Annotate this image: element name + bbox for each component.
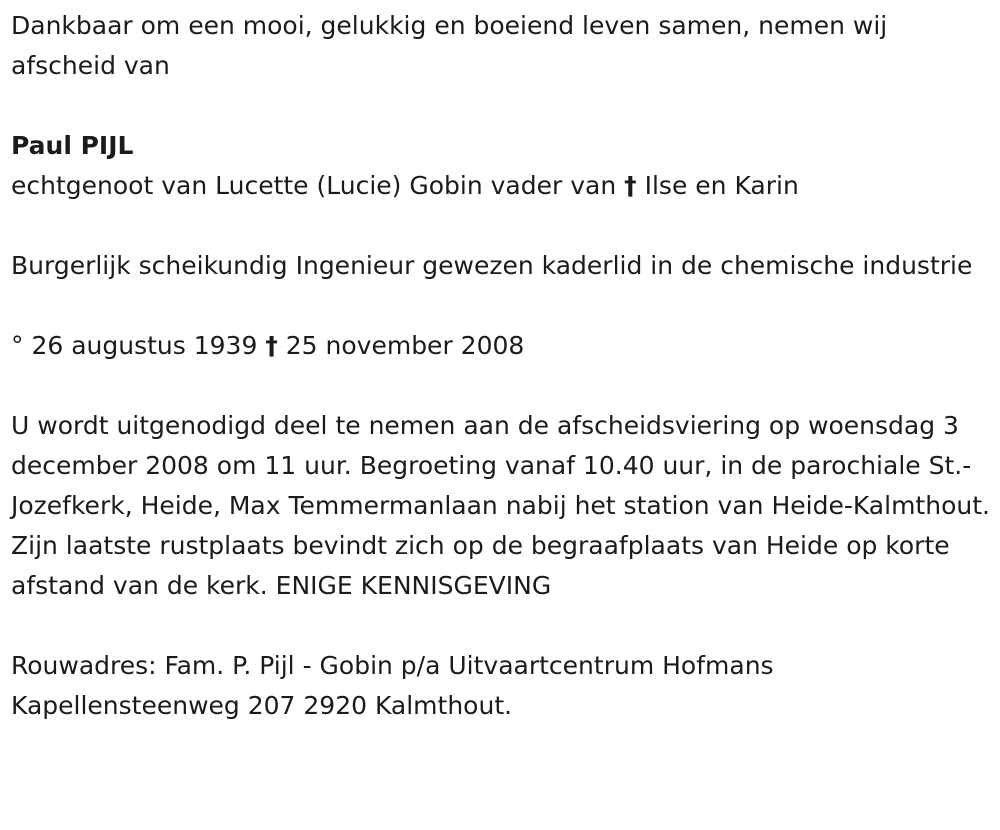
family-line [11,166,991,206]
address-text: Rouwadres: Fam. P. Pijl - Gobin p/a Uitvaartcentrum Hofmans Kapellensteenweg 207 2920 Kalmthout. [11,651,774,720]
profession-text: Burgerlijk scheikundig Ingenieur gewezen kaderlid in de chemische industrie [11,251,973,280]
birth-date: ° 26 augustus 1939 [11,331,258,360]
family-suffix: Ilse en Karin [644,171,799,200]
dates-line [11,326,991,366]
intro-text: Dankbaar om een mooi, gelukkig en boeiend leven samen, nemen wij afscheid van [11,11,888,80]
death-notice [11,6,991,726]
family-prefix: echtgenoot van Lucette (Lucie) Gobin vader van [11,171,617,200]
death-date: 25 november 2008 [285,331,525,360]
ceremony-text: U wordt uitgenodigd deel te nemen aan de afscheidsviering op woensdag 3 december 2008 om 11 uur. Begroeting vanaf 10.40 uur, in de parochiale St.-Jozefkerk, Heide, Max Temmermanlaan nabij het station van Heide-Kalmthout. Zijn laatste rustplaats bevindt zich op de begraafplaats van Heide op korte afstand van de kerk. ENIGE KENNISGEVING [11,411,990,600]
cross-icon: † [265,331,278,360]
deceased-name: Paul PIJL [11,131,134,160]
cross-icon: † [624,171,637,200]
